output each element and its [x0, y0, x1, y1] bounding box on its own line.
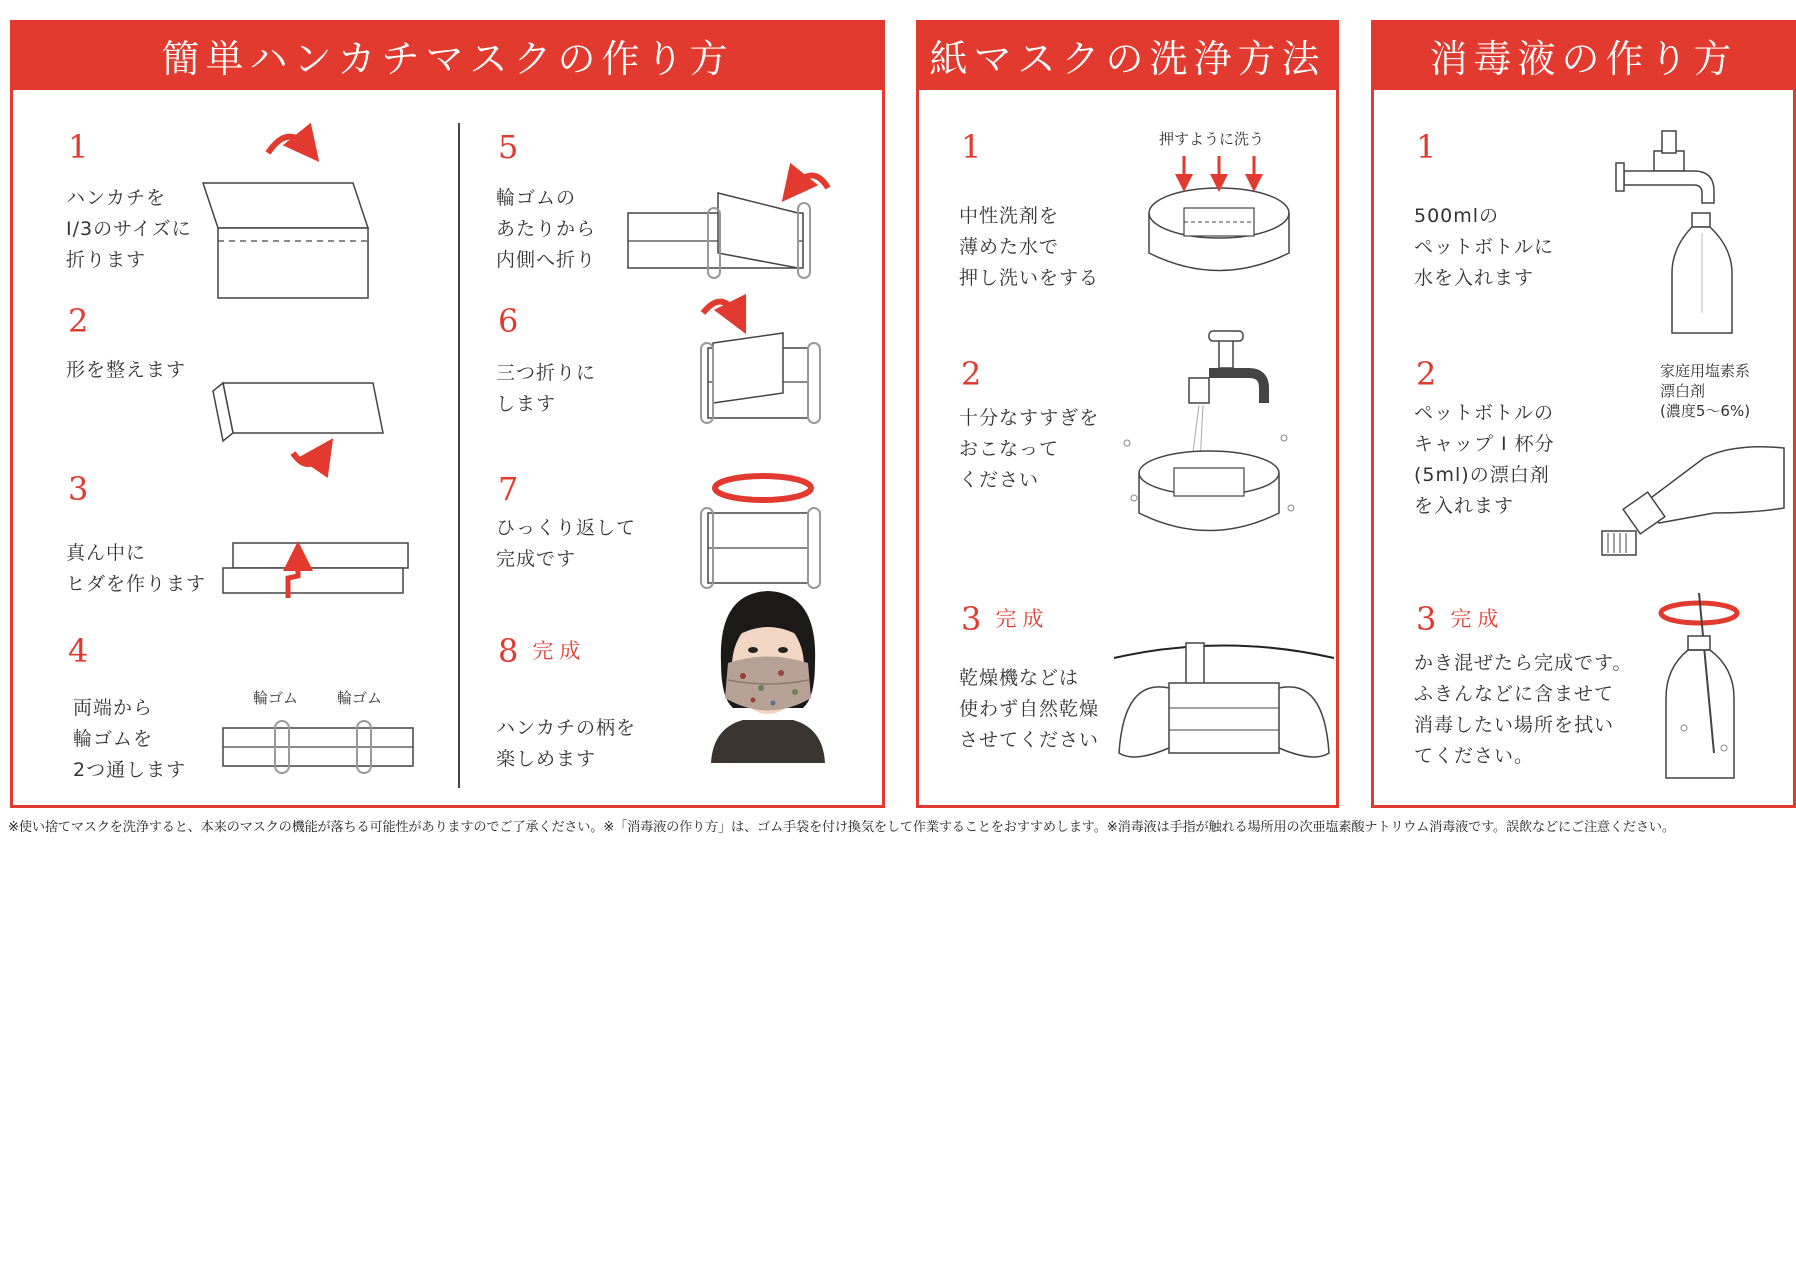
bleach-bottle-illustration: [1584, 423, 1789, 573]
fold-inward-illustration: [618, 153, 858, 293]
disinfect-step-3-digit: 3: [1416, 600, 1437, 638]
step-8-digit: 8: [498, 632, 519, 670]
step-3-number: 3: [68, 470, 89, 508]
fold-third-illustration: [193, 123, 433, 303]
step-2-number: 2: [68, 302, 89, 340]
disinfect-step-3-complete: 完成: [1450, 607, 1505, 631]
step-8-complete: 完成: [532, 639, 587, 663]
press-wash-label: 押すように洗う: [1159, 130, 1265, 148]
disinfect-step-3-number: [1416, 600, 1505, 638]
bleach-label: 家庭用塩素系 漂白剤 (濃度5～6%): [1660, 362, 1751, 420]
step-5-number: 5: [498, 128, 519, 166]
step-8-text: ハンカチの柄を 楽しめます: [496, 717, 637, 770]
step-7-text: ひっくり返して 完成です: [496, 517, 637, 570]
wash-step-3-complete: 完成: [995, 607, 1050, 631]
wash-step-3-digit: 3: [961, 600, 982, 638]
step-7-number: 7: [498, 470, 519, 508]
rubber-band-label-1: 輪ゴム: [253, 689, 299, 707]
step-6-number: 6: [498, 302, 519, 340]
rubber-band-illustration: [193, 713, 433, 783]
shape-fold-illustration: [193, 363, 433, 483]
disinfect-step-1-number: 1: [1416, 128, 1437, 166]
stir-bottle-illustration: [1644, 588, 1764, 788]
wash-step-1-number: 1: [961, 128, 982, 166]
disinfect-step-2-text: ペットボトルの キャップ I 杯分 (5ml)の漂白剤 を入れます: [1414, 402, 1555, 517]
paper-mask-panel: [916, 20, 1339, 808]
footnote: ※使い捨てマスクを洗浄すると、本来のマスクの機能が落ちる可能性がありますのでご了承ください。※「消毒液の作り方」は、ゴム手袋を付け換気をして作業することをおすすめします。※消毒液は手指が触れる場所用の次亜塩素酸ナトリウム消毒液です。誤飲などにご注意ください。: [8, 820, 1675, 835]
wash-step-3-text: 乾燥機などは 使わず自然乾燥 させてください: [959, 667, 1100, 751]
wash-step-2-text: 十分なすすぎを おこなって ください: [959, 407, 1100, 491]
center-pleat-illustration: [193, 538, 433, 638]
disinfect-step-2-number: 2: [1416, 355, 1437, 393]
woman-wearing-mask-photo: [703, 588, 833, 763]
basin-press-wash-illustration: [1139, 153, 1299, 293]
rubber-band-label-2: 輪ゴム: [337, 689, 383, 707]
step-4-number: 4: [68, 632, 89, 670]
disinfect-step-3-text: かき混ぜたら完成です。 ふきんなどに含ませて 消毒したい場所を拭い てください。: [1414, 652, 1633, 767]
faucet-bottle-illustration: [1614, 123, 1764, 338]
handkerchief-mask-title: 簡単ハンカチマスクの作り方: [10, 20, 885, 90]
step-1-text: ハンカチを I/3のサイズに 折ります: [66, 187, 192, 271]
step-8-number: [498, 632, 587, 670]
hang-dry-illustration: [1114, 638, 1334, 788]
disinfectant-title: 消毒液の作り方: [1371, 20, 1796, 90]
tri-fold-illustration: [673, 288, 873, 438]
wash-step-3-number: [961, 600, 1050, 638]
step-5-text: 輪ゴムの あたりから 内側へ折り: [496, 187, 597, 271]
wash-step-1-text: 中性洗剤を 薄めた水で 押し洗いをする: [959, 205, 1100, 289]
step-1-number: 1: [68, 128, 89, 166]
flip-over-illustration: [673, 458, 873, 598]
paper-mask-title: 紙マスクの洗浄方法: [916, 20, 1339, 90]
disinfectant-panel: [1371, 20, 1796, 808]
wash-step-2-number: 2: [961, 355, 982, 393]
handkerchief-mask-panel: [10, 20, 885, 808]
step-6-text: 三つ折りに します: [496, 362, 597, 415]
step-3-text: 真ん中に ヒダを作ります: [66, 542, 207, 595]
step-4-text: 両端から 輪ゴムを 2つ通します: [73, 697, 187, 781]
faucet-rinse-illustration: [1119, 323, 1299, 553]
disinfect-step-1-text: 500mlの ペットボトルに 水を入れます: [1414, 205, 1555, 289]
step-2-text: 形を整えます: [66, 359, 187, 381]
column-divider: [458, 123, 460, 788]
